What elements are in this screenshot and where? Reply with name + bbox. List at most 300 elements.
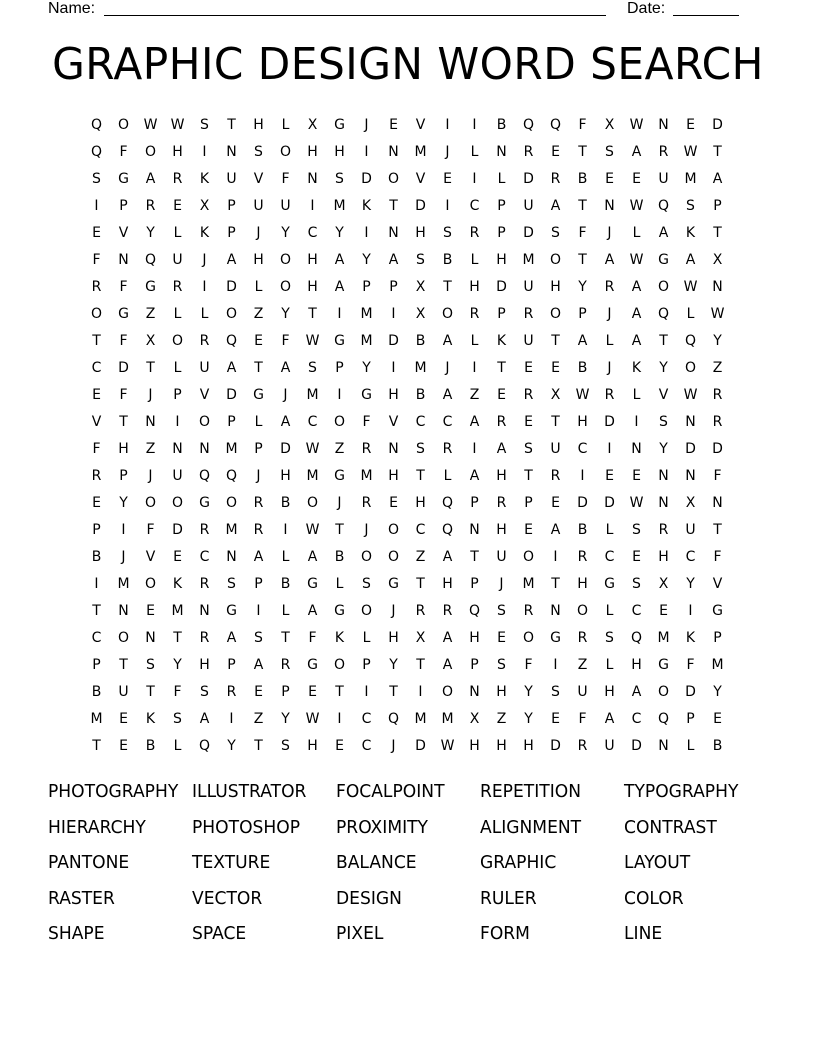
grid-letter: T [227, 117, 236, 133]
grid-letter: O [279, 144, 292, 160]
grid-letter: J [607, 225, 612, 241]
grid-letter: N [199, 441, 210, 457]
grid-letter: M [441, 711, 454, 727]
grid-letter: S [146, 657, 155, 673]
grid-letter: V [658, 387, 669, 403]
grid-letter: G [307, 576, 318, 592]
grid-letter: S [497, 657, 506, 673]
grid-letter: S [254, 630, 263, 646]
grid-letter: T [470, 549, 479, 565]
grid-letter: X [415, 306, 426, 322]
grid-letter: T [443, 279, 452, 295]
grid-letter: F [119, 279, 128, 295]
grid-letter: H [334, 144, 345, 160]
word-list-item: FORM [480, 923, 530, 944]
grid-letter: U [253, 198, 264, 214]
grid-letter: T [578, 198, 587, 214]
grid-letter: I [688, 603, 693, 619]
grid-letter: I [607, 441, 612, 457]
grid-letter: M [414, 144, 427, 160]
word-list-item: ALIGNMENT [480, 816, 582, 838]
grid-letter: H [415, 495, 426, 511]
grid-letter: U [685, 522, 696, 538]
grid-letter: T [119, 657, 128, 673]
grid-letter: T [281, 630, 290, 646]
grid-letter: G [145, 279, 156, 295]
word-list-item: RULER [480, 887, 537, 909]
grid-letter: E [173, 549, 182, 565]
grid-letter: W [305, 522, 320, 538]
grid-letter: Y [362, 360, 371, 376]
grid-letter: N [469, 684, 480, 700]
grid-letter: L [686, 738, 695, 754]
grid-letter: E [551, 495, 560, 511]
grid-letter: S [605, 144, 614, 160]
grid-letter: L [470, 144, 479, 160]
name-blank-line [104, 0, 606, 16]
grid-letter: R [280, 657, 291, 673]
word-list-item: ILLUSTRATOR [192, 781, 307, 802]
grid-letter: Q [657, 711, 670, 727]
grid-letter: V [145, 549, 156, 565]
grid-letter: F [578, 711, 587, 727]
grid-letter: X [199, 198, 210, 214]
grid-letter: R [523, 387, 534, 403]
grid-letter: I [94, 198, 99, 214]
grid-letter: M [414, 711, 427, 727]
grid-letter: V [199, 387, 210, 403]
grid-letter: T [92, 333, 101, 349]
grid-letter: I [283, 522, 288, 538]
grid-letter: F [146, 522, 155, 538]
grid-letter: Y [713, 684, 722, 700]
grid-letter: W [683, 279, 698, 295]
grid-letter: I [553, 549, 558, 565]
grid-letter: R [523, 306, 534, 322]
grid-letter: D [523, 171, 534, 187]
grid-letter: H [523, 738, 534, 754]
grid-letter: T [551, 576, 560, 592]
grid-letter: H [577, 414, 588, 430]
grid-letter: Y [119, 495, 128, 511]
grid-letter: T [254, 360, 263, 376]
grid-letter: M [414, 360, 427, 376]
grid-letter: S [443, 225, 452, 241]
grid-letter: U [550, 441, 561, 457]
grid-letter: F [119, 333, 128, 349]
grid-letter: I [580, 468, 585, 484]
word-list-item: TYPOGRAPHY [624, 781, 739, 802]
grid-letter: P [497, 198, 506, 214]
grid-letter: M [711, 657, 724, 673]
grid-letter: Y [281, 711, 290, 727]
grid-letter: O [360, 603, 373, 619]
grid-letter: I [472, 171, 477, 187]
grid-letter: U [199, 360, 210, 376]
grid-letter: Q [90, 144, 103, 160]
grid-letter: H [307, 252, 318, 268]
grid-letter: T [416, 657, 425, 673]
grid-letter: J [499, 576, 504, 592]
grid-letter: P [362, 279, 371, 295]
grid-letter: J [607, 360, 612, 376]
grid-letter: W [575, 387, 590, 403]
grid-letter: Z [334, 441, 345, 457]
grid-letter: F [173, 684, 182, 700]
grid-letter: V [388, 414, 399, 430]
grid-letter: Z [469, 387, 480, 403]
grid-letter: D [577, 495, 588, 511]
grid-letter: E [335, 738, 344, 754]
grid-letter: E [632, 549, 641, 565]
grid-letter: W [305, 441, 320, 457]
grid-letter: D [685, 684, 696, 700]
grid-row [83, 193, 731, 220]
grid-letter: O [657, 684, 670, 700]
grid-letter: D [388, 333, 399, 349]
grid-letter: L [335, 576, 344, 592]
grid-letter: A [226, 252, 237, 268]
word-list-item: PHOTOGRAPHY [48, 781, 179, 802]
word-list-item: SPACE [192, 923, 247, 944]
grid-letter: H [442, 576, 453, 592]
grid-letter: A [631, 144, 642, 160]
word-list-item: SHAPE [48, 923, 105, 944]
grid-letter: R [226, 684, 237, 700]
grid-letter: B [415, 333, 426, 349]
grid-row [83, 517, 731, 544]
grid-letter: H [280, 468, 291, 484]
grid-letter: P [227, 225, 236, 241]
grid-letter: V [415, 171, 426, 187]
grid-letter: D [226, 279, 237, 295]
grid-letter: R [523, 144, 534, 160]
grid-letter: B [334, 549, 345, 565]
grid-letter: S [686, 198, 695, 214]
word-list-item: DESIGN [336, 887, 402, 909]
grid-letter: E [443, 171, 452, 187]
grid-letter: Y [524, 684, 533, 700]
grid-letter: K [685, 630, 696, 646]
grid-letter: N [658, 468, 669, 484]
grid-letter: C [415, 414, 426, 430]
grid-letter: M [522, 252, 535, 268]
grid-letter: R [91, 279, 102, 295]
grid-letter: H [253, 252, 264, 268]
grid-letter: A [253, 549, 264, 565]
grid-letter: X [415, 279, 426, 295]
grid-letter: H [496, 738, 507, 754]
grid-letter: Y [686, 576, 695, 592]
word-list-item: FOCALPOINT [336, 781, 445, 802]
grid-letter: E [605, 171, 614, 187]
word-list-item: CONTRAST [624, 816, 717, 838]
grid-letter: R [253, 495, 264, 511]
grid-letter: M [684, 171, 697, 187]
grid-letter: N [307, 171, 318, 187]
grid-letter: Q [468, 603, 481, 619]
grid-letter: M [657, 630, 670, 646]
grid-letter: G [712, 603, 723, 619]
grid-letter: H [388, 630, 399, 646]
grid-letter: S [497, 603, 506, 619]
grid-row [83, 598, 731, 625]
grid-letter: P [92, 657, 101, 673]
grid-letter: N [226, 144, 237, 160]
grid-letter: I [472, 360, 477, 376]
grid-letter: K [199, 171, 210, 187]
grid-letter: N [118, 603, 129, 619]
grid-letter: R [550, 171, 561, 187]
grid-letter: M [90, 711, 103, 727]
grid-letter: H [415, 225, 426, 241]
grid-letter: A [442, 549, 453, 565]
grid-letter: L [605, 657, 614, 673]
grid-letter: Q [90, 117, 103, 133]
grid-letter: A [307, 549, 318, 565]
grid-letter: I [94, 576, 99, 592]
grid-letter: M [117, 576, 130, 592]
grid-letter: R [469, 306, 480, 322]
grid-letter: L [605, 522, 614, 538]
word-list-item: GRAPHIC [480, 852, 557, 873]
grid-letter: X [145, 333, 156, 349]
grid-letter: D [172, 522, 183, 538]
grid-letter: U [172, 468, 183, 484]
grid-letter: R [658, 522, 669, 538]
grid-letter: N [388, 441, 399, 457]
grid-letter: P [335, 360, 344, 376]
grid-letter: B [577, 522, 588, 538]
grid-letter: A [145, 171, 156, 187]
grid-letter: R [469, 225, 480, 241]
grid-letter: P [470, 576, 479, 592]
grid-letter: P [281, 684, 290, 700]
grid-letter: Y [713, 333, 722, 349]
grid-letter: N [550, 603, 561, 619]
grid-letter: N [118, 252, 129, 268]
grid-letter: D [226, 387, 237, 403]
grid-letter: E [713, 711, 722, 727]
grid-letter: G [307, 657, 318, 673]
grid-letter: S [632, 576, 641, 592]
grid-letter: R [253, 522, 264, 538]
grid-letter: Y [578, 279, 587, 295]
grid-letter: D [496, 279, 507, 295]
grid-letter: S [605, 630, 614, 646]
grid-letter: E [92, 387, 101, 403]
grid-letter: I [634, 414, 639, 430]
grid-letter: E [605, 468, 614, 484]
grid-letter: O [684, 360, 697, 376]
grid-letter: P [173, 387, 182, 403]
grid-letter: D [685, 441, 696, 457]
grid-letter: H [307, 279, 318, 295]
grid-letter: P [227, 657, 236, 673]
grid-letter: R [172, 171, 183, 187]
grid-letter: R [604, 279, 615, 295]
grid-letter: S [200, 117, 209, 133]
grid-letter: N [712, 279, 723, 295]
grid-letter: X [604, 117, 615, 133]
grid-letter: O [225, 495, 238, 511]
grid-letter: G [658, 252, 669, 268]
grid-letter: M [333, 198, 346, 214]
grid-letter: U [172, 252, 183, 268]
grid-row [83, 490, 731, 517]
grid-letter: T [713, 144, 722, 160]
grid-letter: O [441, 684, 454, 700]
grid-letter: R [361, 441, 372, 457]
grid-letter: T [659, 333, 668, 349]
grid-letter: E [254, 684, 263, 700]
grid-letter: R [550, 468, 561, 484]
grid-letter: F [713, 549, 722, 565]
grid-letter: O [387, 549, 400, 565]
word-list-item: VECTOR [192, 887, 263, 909]
grid-letter: W [143, 117, 158, 133]
grid-letter: I [121, 522, 126, 538]
grid-letter: P [254, 576, 263, 592]
grid-letter: W [629, 117, 644, 133]
grid-letter: A [631, 333, 642, 349]
grid-letter: A [712, 171, 723, 187]
header-row [48, 0, 748, 20]
grid-row [83, 328, 731, 355]
grid-letter: I [553, 657, 558, 673]
grid-letter: L [470, 252, 479, 268]
grid-letter: V [91, 414, 102, 430]
grid-letter: G [334, 603, 345, 619]
grid-letter: I [256, 603, 261, 619]
grid-letter: L [254, 279, 263, 295]
grid-letter: J [364, 522, 369, 538]
grid-row [83, 679, 731, 706]
grid-letter: A [631, 684, 642, 700]
grid-letter: B [145, 738, 156, 754]
grid-letter: C [361, 738, 372, 754]
grid-letter: B [496, 117, 507, 133]
word-list-row [48, 885, 778, 921]
grid-letter: O [306, 495, 319, 511]
grid-letter: E [254, 333, 263, 349]
grid-letter: R [442, 441, 453, 457]
grid-letter: T [254, 738, 263, 754]
grid-letter: B [91, 684, 102, 700]
grid-letter: Q [549, 117, 562, 133]
grid-letter: U [118, 684, 129, 700]
grid-letter: F [92, 441, 101, 457]
word-list-row [48, 814, 778, 850]
letter-grid [83, 112, 731, 760]
grid-letter: O [387, 171, 400, 187]
grid-letter: K [172, 576, 183, 592]
grid-letter: V [118, 225, 129, 241]
grid-letter: G [253, 387, 264, 403]
grid-letter: H [469, 630, 480, 646]
word-list-item: PROXIMITY [336, 816, 429, 838]
grid-letter: A [199, 711, 210, 727]
grid-letter: E [497, 630, 506, 646]
grid-letter: A [226, 630, 237, 646]
grid-letter: X [550, 387, 561, 403]
word-list-item: LINE [624, 923, 663, 944]
grid-letter: L [443, 468, 452, 484]
grid-letter: C [307, 414, 318, 430]
grid-letter: I [391, 306, 396, 322]
grid-letter: N [145, 630, 156, 646]
grid-letter: T [713, 522, 722, 538]
grid-letter: X [658, 576, 669, 592]
grid-letter: G [361, 387, 372, 403]
grid-letter: O [171, 333, 184, 349]
grid-letter: W [170, 117, 185, 133]
grid-letter: X [712, 252, 723, 268]
grid-letter: W [629, 198, 644, 214]
grid-letter: H [118, 441, 129, 457]
grid-letter: H [496, 252, 507, 268]
grid-letter: I [472, 441, 477, 457]
grid-letter: U [280, 198, 291, 214]
grid-letter: S [551, 225, 560, 241]
grid-letter: I [445, 198, 450, 214]
grid-row [83, 220, 731, 247]
grid-letter: A [442, 657, 453, 673]
grid-letter: A [550, 198, 561, 214]
grid-letter: N [172, 441, 183, 457]
grid-row [83, 409, 731, 436]
grid-letter: I [229, 711, 234, 727]
name-label: Name: [48, 0, 96, 17]
grid-letter: U [523, 198, 534, 214]
grid-letter: A [442, 387, 453, 403]
grid-letter: W [629, 252, 644, 268]
grid-letter: H [307, 738, 318, 754]
grid-letter: X [415, 630, 426, 646]
grid-letter: A [631, 306, 642, 322]
grid-letter: L [605, 333, 614, 349]
grid-letter: D [550, 738, 561, 754]
grid-letter: V [253, 171, 264, 187]
grid-letter: P [524, 495, 533, 511]
grid-letter: R [361, 495, 372, 511]
grid-letter: B [91, 549, 102, 565]
grid-letter: T [308, 306, 317, 322]
grid-letter: N [604, 198, 615, 214]
grid-letter: M [360, 333, 373, 349]
grid-letter: R [577, 738, 588, 754]
word-list-item: TEXTURE [192, 852, 271, 873]
grid-letter: Q [441, 522, 454, 538]
grid-letter: A [334, 252, 345, 268]
grid-letter: V [415, 117, 426, 133]
grid-letter: A [226, 360, 237, 376]
grid-letter: R [577, 630, 588, 646]
grid-letter: O [522, 549, 535, 565]
date-blank-line [673, 0, 739, 16]
grid-letter: S [200, 684, 209, 700]
grid-letter: Y [659, 360, 668, 376]
grid-letter: A [604, 711, 615, 727]
grid-letter: F [119, 144, 128, 160]
grid-letter: P [470, 657, 479, 673]
grid-letter: S [551, 684, 560, 700]
grid-letter: T [173, 630, 182, 646]
grid-letter: S [227, 576, 236, 592]
grid-letter: D [415, 738, 426, 754]
grid-letter: E [389, 495, 398, 511]
grid-letter: D [712, 441, 723, 457]
